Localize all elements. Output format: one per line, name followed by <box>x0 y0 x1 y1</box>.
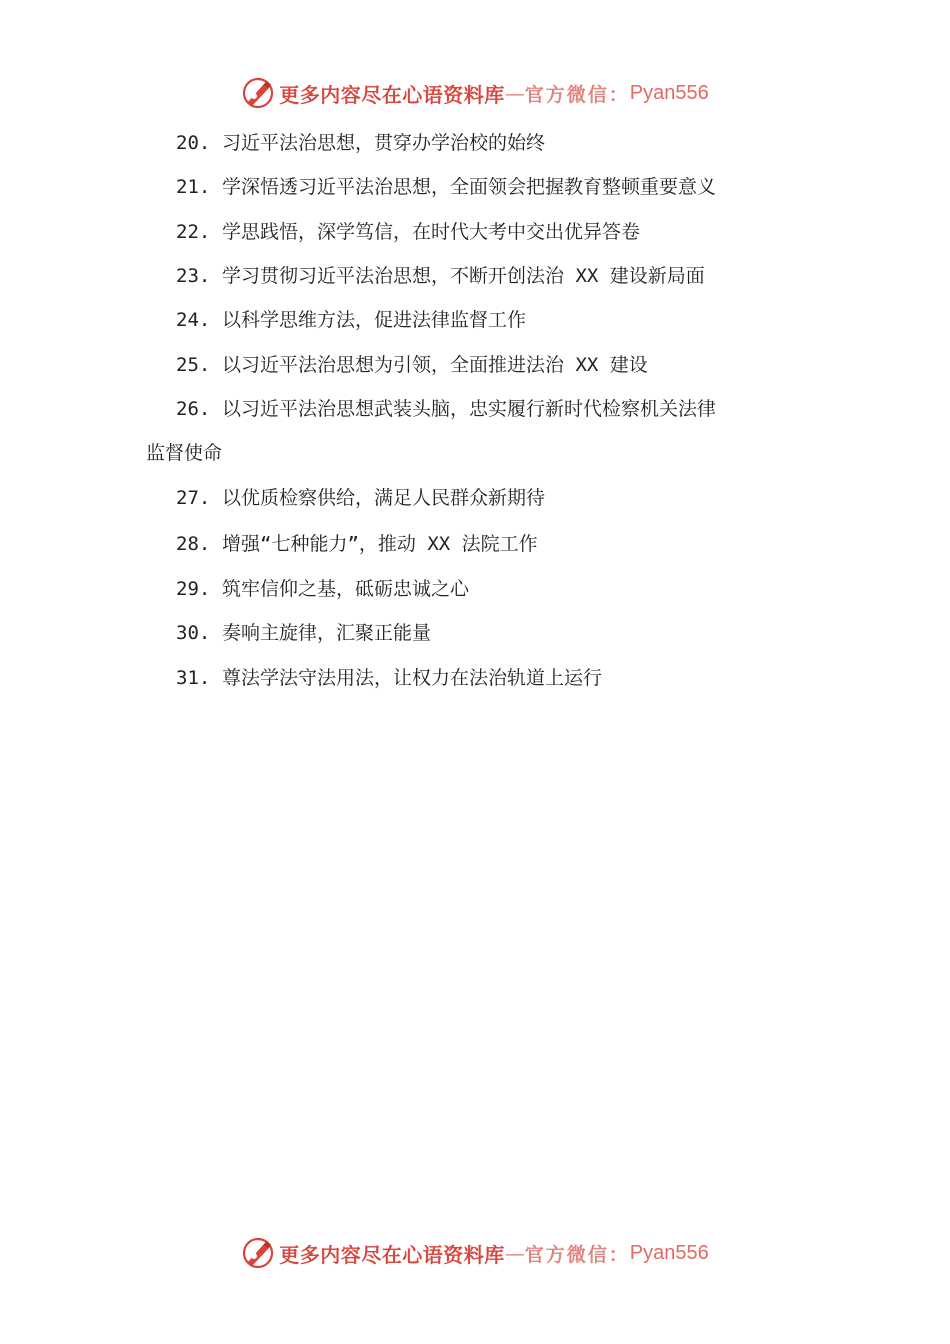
list-item <box>176 343 816 387</box>
watermark-text: 更多内容尽在心语资料库 <box>279 1242 505 1267</box>
item-number: 20. <box>176 132 211 154</box>
item-number: 31. <box>176 667 211 689</box>
item-number: 29. <box>176 578 211 600</box>
item-text: 学习贯彻习近平法治思想，不断开创法治 XX 建设新局面 <box>222 265 705 287</box>
item-number: 22. <box>176 221 211 243</box>
list-item <box>176 476 816 520</box>
item-text: 筑牢信仰之基，砥砺忠诚之心 <box>222 578 470 600</box>
watermark-id: Pyan556 <box>629 1241 709 1264</box>
list-item <box>176 165 816 209</box>
item-number: 27. <box>176 487 211 509</box>
list-item <box>176 611 816 655</box>
list-item <box>176 656 816 700</box>
list-item-continuation: 监督使命 <box>146 442 223 464</box>
item-number: 30. <box>176 622 211 644</box>
watermark-separator: — <box>504 1241 525 1265</box>
pen-circle-logo-icon <box>241 1236 275 1270</box>
item-text: 以习近平法治思想为引领，全面推进法治 XX 建设 <box>222 354 648 376</box>
item-number: 23. <box>176 265 211 287</box>
footer-watermark <box>0 1233 950 1273</box>
item-text: 以习近平法治思想武装头脑，忠实履行新时代检察机关法律 <box>222 398 717 420</box>
list-item <box>176 567 816 611</box>
item-text: 奏响主旋律，汇聚正能量 <box>222 622 432 644</box>
item-text: 以科学思维方法，促进法律监督工作 <box>222 309 527 331</box>
list-item <box>176 121 816 165</box>
watermark-separator: — <box>504 81 525 105</box>
item-number: 28. <box>176 533 211 555</box>
item-number: 21. <box>176 176 211 198</box>
pen-circle-logo-icon <box>241 76 275 110</box>
list-item <box>176 298 816 342</box>
watermark-text: 更多内容尽在心语资料库 <box>279 82 505 107</box>
item-number: 25. <box>176 354 211 376</box>
watermark-label: 官方微信： <box>524 1243 630 1266</box>
item-number: 26. <box>176 398 211 420</box>
item-text: 尊法学法守法用法，让权力在法治轨道上运行 <box>222 667 603 689</box>
item-text: 学深悟透习近平法治思想，全面领会把握教育整顿重要意义 <box>222 176 717 198</box>
item-text: 习近平法治思想，贯穿办学治校的始终 <box>222 132 546 154</box>
item-number: 24. <box>176 309 211 331</box>
list-item <box>176 254 816 298</box>
header-watermark <box>0 73 950 113</box>
item-text: 学思践悟，深学笃信，在时代大考中交出优异答卷 <box>222 221 641 243</box>
watermark-label: 官方微信： <box>524 83 630 106</box>
list-item <box>176 522 816 566</box>
list-item <box>176 387 816 431</box>
item-text: 增强“七种能力”，推动 XX 法院工作 <box>222 533 538 555</box>
item-text: 以优质检察供给，满足人民群众新期待 <box>222 487 546 509</box>
list-item <box>176 210 816 254</box>
watermark-id: Pyan556 <box>629 81 709 104</box>
